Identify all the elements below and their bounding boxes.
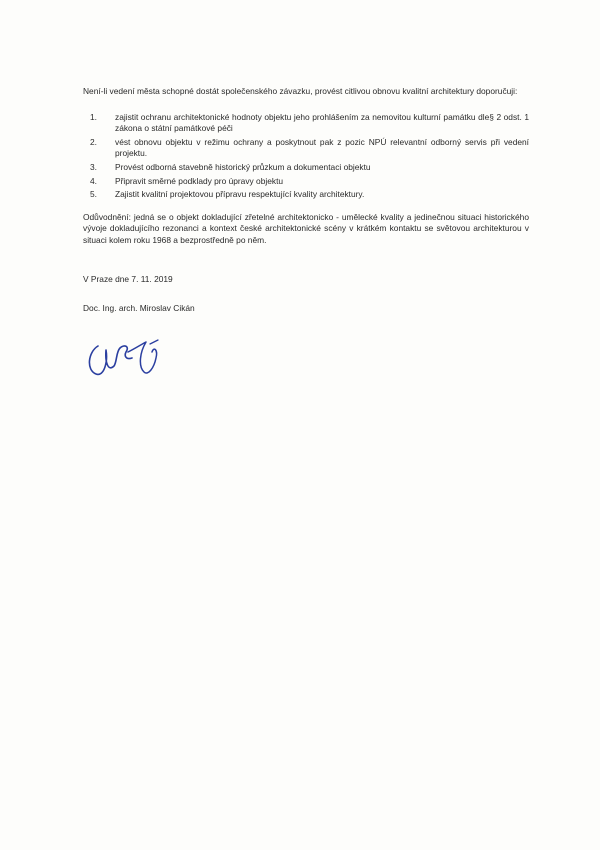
- list-item-text: Zajistit kvalitní projektovou přípravu respektující kvality architektury.: [115, 189, 365, 200]
- intro-paragraph: Není-li vedení města schopné dostát společenského závazku, provést citlivou obnovu kvalitní architektury doporučuji:: [83, 86, 518, 96]
- list-item-number: 1.: [90, 111, 97, 122]
- list-item-text: Připravit směrné podklady pro úpravy objektu: [115, 175, 284, 186]
- document-body: [83, 86, 529, 315]
- list-item: [83, 162, 529, 174]
- signature-icon: [84, 322, 174, 382]
- list-item: [83, 176, 529, 188]
- list-item-number: 3.: [90, 161, 97, 172]
- list-item: [83, 189, 529, 201]
- recommendation-list: [83, 112, 529, 201]
- list-item-text: Provést odborná stavebně historický průzkum a dokumentaci objektu: [115, 161, 371, 172]
- list-item-text: vést obnovu objektu v režimu ochrany a poskytnout pak z pozic NPÚ relevantní odborný servis při vedení projektu.: [115, 136, 529, 159]
- author-name: Doc. Ing. arch. Miroslav Cikán: [83, 303, 195, 314]
- reasoning-paragraph: Odůvodnění: jedná se o objekt dokladující zřetelné architektonicko - umělecké kvality a jedinečnou situaci historického vývoje dokladujícího rezonanci a kontext české architektonické scény v krátkém kontaktu se světovou architekturou v situaci kolem roku 1968 a bezprostředně po něm.: [83, 211, 529, 245]
- list-item-number: 5.: [90, 189, 97, 200]
- place-date: V Praze dne 7. 11. 2019: [83, 273, 173, 284]
- list-item-number: 2.: [90, 136, 97, 147]
- list-item: [83, 137, 529, 160]
- list-item-number: 4.: [90, 175, 97, 186]
- list-item-text: zajistit ochranu architektonické hodnoty objektu jeho prohlášením za nemovitou kulturní památku dle§ 2 odst. 1 zákona o státní památkové péči: [115, 111, 529, 134]
- list-item: [83, 112, 529, 135]
